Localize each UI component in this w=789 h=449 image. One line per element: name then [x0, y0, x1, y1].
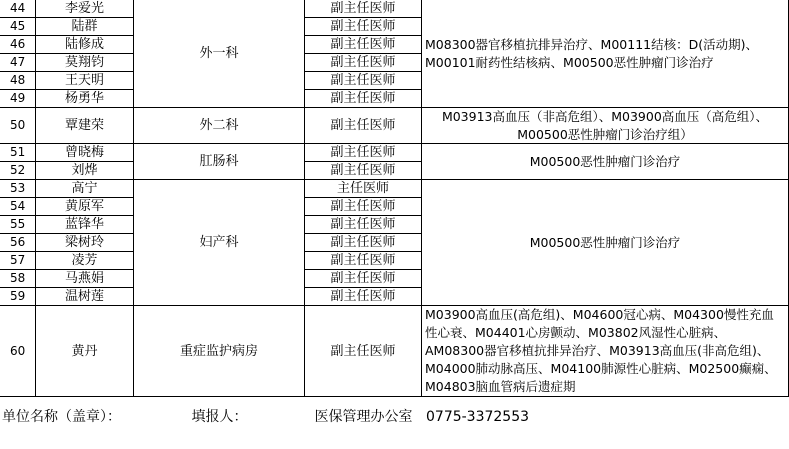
doctor-name: 陆群 [36, 18, 134, 36]
doctor-name: 凌芳 [36, 252, 134, 270]
row-number: 48 [0, 72, 36, 90]
doctor-name: 莫翔钧 [36, 54, 134, 72]
doctor-title: 副主任医师 [305, 162, 422, 180]
doctor-title: 副主任医师 [305, 144, 422, 162]
row-number: 59 [0, 288, 36, 306]
doctor-name: 高宁 [36, 180, 134, 198]
doctor-title: 副主任医师 [305, 198, 422, 216]
row-number: 57 [0, 252, 36, 270]
row-number: 44 [0, 0, 36, 18]
doctor-name: 刘烨 [36, 162, 134, 180]
doctor-name: 蓝锋华 [36, 216, 134, 234]
disease-list: M00500恶性肿瘤门诊治疗 [422, 180, 789, 306]
doctor-title: 副主任医师 [305, 234, 422, 252]
doctor-name: 李爱光 [36, 0, 134, 18]
row-number: 45 [0, 18, 36, 36]
disease-list: M03900高血压(高危组)、M04600冠心病、M04300慢性充血性心衰、M04401心房颤动、M03802风湿性心脏病、AM08300器官移植抗排异治疗、M03913高血压(非高危组)、M04000肺动脉高压、M04100肺源性心脏病、M02500癫痫、M04803脑血管病后遗症期 [422, 306, 789, 397]
unit-name-label: 单位名称（盖章）： [2, 408, 121, 425]
department-cell: 外一科 [134, 0, 305, 108]
doctor-name: 黄丹 [36, 306, 134, 397]
doctor-title: 副主任医师 [305, 36, 422, 54]
row-number: 47 [0, 54, 36, 72]
doctor-name: 王天明 [36, 72, 134, 90]
doctor-name: 覃建荣 [36, 108, 134, 144]
department-cell: 外二科 [134, 108, 305, 144]
department-cell: 肛肠科 [134, 144, 305, 180]
row-number: 53 [0, 180, 36, 198]
row-number: 50 [0, 108, 36, 144]
filler-label: 填报人： [191, 408, 248, 425]
doctor-title: 副主任医师 [305, 18, 422, 36]
doctor-title: 副主任医师 [305, 108, 422, 144]
disease-list: M08300器官移植抗排异治疗、M00111结核：D(活动期)、M00101耐药性结核病、M00500恶性肿瘤门诊治疗 [422, 0, 789, 108]
row-number: 55 [0, 216, 36, 234]
doctor-name: 黄原军 [36, 198, 134, 216]
row-number: 46 [0, 36, 36, 54]
doctor-name: 马燕娟 [36, 270, 134, 288]
disease-list: M00500恶性肿瘤门诊治疗 [422, 144, 789, 180]
row-number: 54 [0, 198, 36, 216]
row-number: 58 [0, 270, 36, 288]
office-name: 医保管理办公室 [314, 408, 413, 425]
doctor-title: 主任医师 [305, 180, 422, 198]
doctor-title: 副主任医师 [305, 0, 422, 18]
doctor-name: 陆修成 [36, 36, 134, 54]
doctor-name: 杨勇华 [36, 90, 134, 108]
row-number: 51 [0, 144, 36, 162]
doctor-title: 副主任医师 [305, 54, 422, 72]
department-cell: 妇产科 [134, 180, 305, 306]
phone-number: 0775-3372553 [426, 408, 530, 425]
row-number: 60 [0, 306, 36, 397]
row-number: 52 [0, 162, 36, 180]
department-cell: 重症监护病房 [134, 306, 305, 397]
doctor-title: 副主任医师 [305, 90, 422, 108]
doctor-title: 副主任医师 [305, 72, 422, 90]
doctor-title: 副主任医师 [305, 306, 422, 397]
doctor-title: 副主任医师 [305, 288, 422, 306]
doctor-name: 梁树玲 [36, 234, 134, 252]
doctor-title: 副主任医师 [305, 216, 422, 234]
disease-list: M03913高血压（非高危组）、M03900高血压（高危组）、M00500恶性肿瘤门诊治疗组） [422, 108, 789, 144]
doctor-name: 温树莲 [36, 288, 134, 306]
row-number: 56 [0, 234, 36, 252]
row-number: 49 [0, 90, 36, 108]
doctor-title: 副主任医师 [305, 270, 422, 288]
doctor-name: 曾晓梅 [36, 144, 134, 162]
doctor-title: 副主任医师 [305, 252, 422, 270]
